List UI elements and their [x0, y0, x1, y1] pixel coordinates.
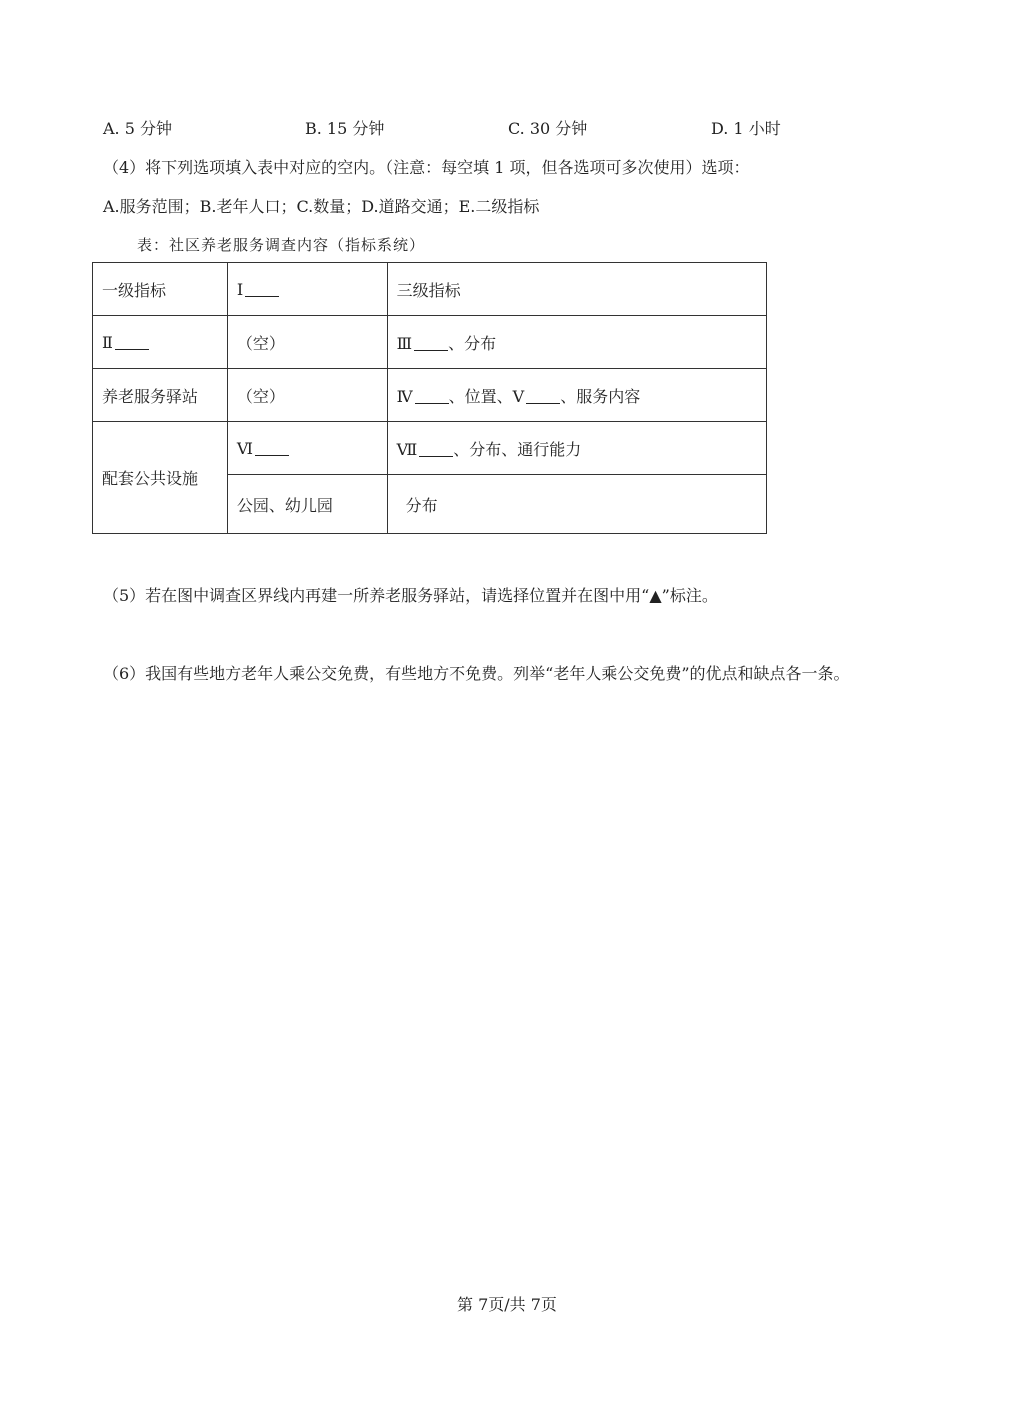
numeral-label: Ⅶ	[396, 439, 418, 459]
fill-blank[interactable]	[255, 439, 289, 456]
fill-blank[interactable]	[245, 280, 279, 297]
table-row	[93, 422, 767, 475]
table-cell: （空）	[227, 316, 387, 369]
fill-blank[interactable]	[526, 387, 560, 404]
cell-text: 、服务内容	[560, 386, 641, 406]
table-row	[93, 263, 767, 316]
table-cell: 配套公共设施	[93, 422, 228, 534]
q4-instruction: （4）将下列选项填入表中对应的空内。（注意：每空填 1 项，但各选项可多次使用）选项：	[103, 158, 750, 177]
table-cell: 分布	[387, 475, 766, 534]
table-cell: 一级指标	[93, 263, 228, 316]
table-cell: 三级指标	[387, 263, 766, 316]
q5-text: （5）若在图中调查区界线内再建一所养老服务驿站，请选择位置并在图中用“▲”标注。	[103, 586, 718, 605]
option-a: A. 5 分钟	[103, 119, 172, 138]
table-cell	[387, 369, 766, 422]
table-cell: （空）	[227, 369, 387, 422]
cell-text: 、分布	[448, 333, 497, 353]
q6-text: （6）我国有些地方老年人乘公交免费，有些地方不免费。列举“老年人乘公交免费”的优点和缺点各一条。	[103, 664, 850, 683]
table-cell	[93, 316, 228, 369]
numeral-label: Ⅱ	[102, 332, 113, 352]
table-row	[93, 369, 767, 422]
fill-blank[interactable]	[414, 334, 448, 351]
numeral-label: Ⅰ	[236, 279, 244, 299]
fill-blank[interactable]	[415, 387, 449, 404]
numeral-label: Ⅵ	[236, 438, 253, 458]
indicator-table	[92, 262, 767, 534]
option-d: D. 1 小时	[711, 119, 781, 138]
table-cell	[227, 422, 387, 475]
cell-text: 、位置、Ⅴ	[448, 386, 525, 406]
option-c: C. 30 分钟	[508, 119, 588, 138]
numeral-label: Ⅲ	[396, 333, 413, 353]
table-cell	[227, 263, 387, 316]
q4-options: A.服务范围；B.老年人口；C.数量；D.道路交通；E.二级指标	[103, 197, 540, 216]
table-caption: 表：社区养老服务调查内容（指标系统）	[137, 236, 426, 254]
fill-blank[interactable]	[115, 333, 149, 350]
fill-blank[interactable]	[419, 440, 453, 457]
table-cell	[387, 422, 766, 475]
table-cell	[387, 316, 766, 369]
cell-text: 、分布、通行能力	[453, 439, 582, 459]
option-b: B. 15 分钟	[305, 119, 385, 138]
page-footer: 第 7页/共 7页	[457, 1295, 557, 1314]
table-cell: 公园、幼儿园	[227, 475, 387, 534]
numeral-label: Ⅳ	[396, 386, 413, 406]
table-cell: 养老服务驿站	[93, 369, 228, 422]
table-row	[93, 316, 767, 369]
